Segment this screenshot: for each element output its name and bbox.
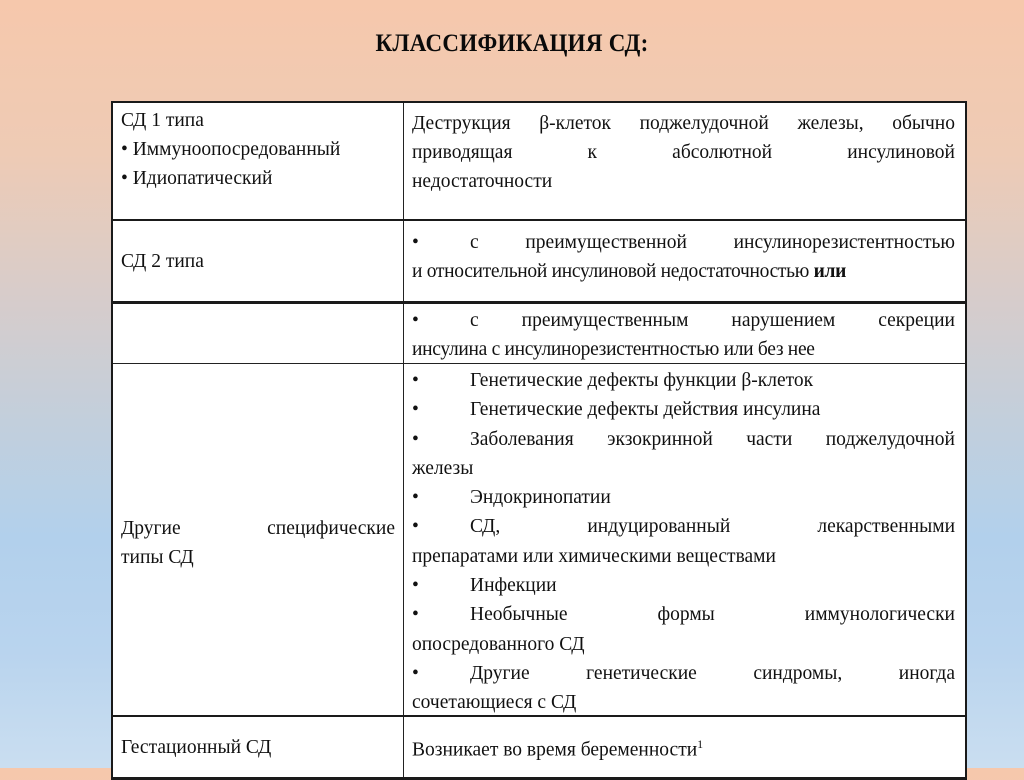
bullet-item [412, 425, 955, 454]
row-heading: СД 1 типа [121, 110, 204, 131]
row-label-cell [113, 103, 404, 219]
bullet-item [412, 366, 955, 395]
gestational-description: Возникает во время беременности [412, 739, 698, 761]
bullet-icon: • [412, 232, 419, 253]
bullet-text: СД, индуцированный лекарственными [470, 516, 955, 538]
bullet-item [412, 600, 955, 629]
row-description-cell [404, 304, 965, 363]
table-row-gestational [113, 717, 965, 780]
classification-table [111, 101, 967, 780]
description-line: Деструкция β-клеток поджелудочной железы, обычно [412, 113, 955, 134]
footnote-marker: 1 [697, 736, 704, 751]
bullet-icon: • [412, 487, 419, 509]
bullet-icon: • [412, 662, 419, 684]
row-heading: Гестационный СД [121, 736, 272, 758]
bullet-item [412, 571, 955, 600]
bullet-item [412, 659, 955, 688]
row-description-cell [404, 717, 965, 777]
continuation-text: и относительной инсулиновой недостаточностью [412, 261, 810, 282]
bullet-item [412, 512, 955, 541]
bullet-item [412, 483, 955, 512]
subtype-item: • Иммуноопосредованный [121, 139, 341, 160]
continuation-text: сочетающиеся с СД [412, 692, 577, 714]
row-label-cell-empty [113, 304, 404, 363]
bullet-text: Эндокринопатии [470, 487, 611, 509]
bullet-text: Необычные формы иммунологически [470, 604, 955, 626]
bullet-text: Другие генетические синдромы, иногда [470, 662, 955, 684]
description-line: приводящая к абсолютной инсулиновой [412, 142, 955, 163]
continuation-text: инсулина с инсулинорезистентностью или без нее [412, 339, 815, 360]
bullet-text: Генетические дефекты действия инсулина [470, 399, 821, 421]
bullet-item [412, 228, 955, 257]
continuation-text: препаратами или химическими веществами [412, 545, 776, 567]
bullet-icon: • [412, 428, 419, 450]
description-line: недостаточности [412, 171, 553, 192]
row-label-cell [113, 221, 404, 301]
row-heading-cont: типы СД [121, 547, 194, 568]
bullet-icon: • [412, 370, 419, 391]
bullet-continuation [412, 257, 955, 286]
bullet-item [412, 395, 955, 424]
bullet-text: с преимущественным нарушением секреции [470, 310, 955, 331]
description-text [412, 730, 703, 765]
row-heading: Другие специфические [121, 518, 395, 539]
bullet-text: с преимущественной инсулинорезистентностью [470, 232, 955, 253]
bullet-icon: • [412, 310, 419, 331]
slide-title: КЛАССИФИКАЦИЯ СД: [375, 30, 649, 57]
bold-conjunction: или [813, 261, 847, 282]
continuation-text: опосредованного СД [412, 633, 585, 655]
row-label-cell [113, 717, 404, 777]
bullet-icon: • [412, 516, 419, 538]
row-description-cell [404, 221, 965, 301]
row-description-cell [404, 103, 965, 219]
bullet-icon: • [412, 399, 419, 421]
bullet-text: Инфекции [470, 575, 557, 597]
row-heading: СД 2 типа [121, 250, 204, 272]
bullet-text: Заболевания экзокринной части поджелудочной [470, 428, 955, 450]
row-label-cell [113, 364, 404, 715]
table-row-type2-alt [113, 304, 965, 364]
row-description-cell [404, 364, 965, 715]
bullet-item [412, 306, 955, 335]
table-row-type2 [113, 221, 965, 304]
bullet-text: Генетические дефекты функции β-клеток [470, 370, 814, 391]
bullet-icon: • [412, 604, 419, 626]
subtype-item: • Идиопатический [121, 168, 273, 189]
bullet-icon: • [412, 575, 419, 597]
continuation-text: железы [412, 457, 474, 479]
table-row-other-types [113, 364, 965, 717]
table-row-type1 [113, 103, 965, 221]
